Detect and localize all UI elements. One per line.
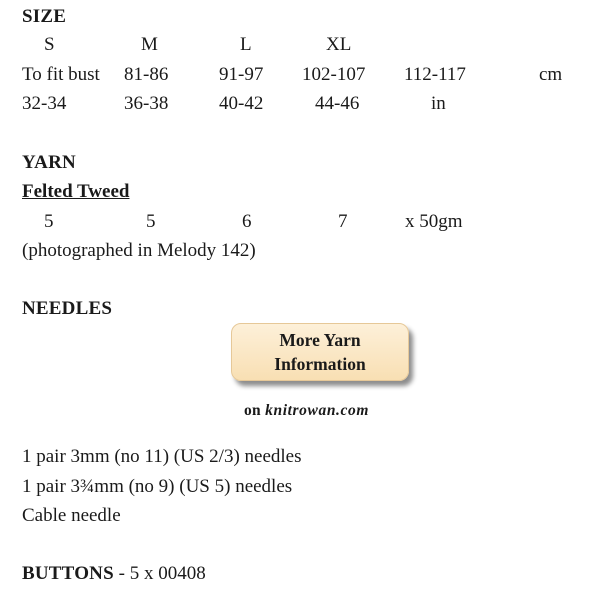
- bust-cm-m: 91-97: [219, 64, 264, 85]
- needle-item-2: 1 pair 3¾mm (no 9) (US 5) needles: [22, 476, 293, 497]
- yarn-qty-m: 5: [146, 211, 156, 232]
- bust-in-l: 40-42: [219, 93, 264, 114]
- yarn-unit: x 50gm: [405, 211, 463, 232]
- needles-heading: NEEDLES: [22, 298, 113, 319]
- yarn-name: Felted Tweed: [22, 181, 130, 202]
- more-yarn-button-line1: More Yarn: [279, 330, 361, 350]
- size-heading: SIZE: [22, 6, 67, 27]
- yarn-heading: YARN: [22, 152, 76, 173]
- more-yarn-button-line2: Information: [274, 354, 366, 374]
- size-label-m: M: [141, 34, 158, 55]
- bust-cm-l: 102-107: [302, 64, 366, 85]
- yarn-qty-xl: 7: [338, 211, 348, 232]
- yarn-note: (photographed in Melody 142): [22, 240, 256, 261]
- bust-in-xl: 44-46: [315, 93, 360, 114]
- site-link[interactable]: knitrowan.com: [265, 402, 370, 419]
- size-label-s: S: [44, 34, 55, 55]
- buttons-detail: - 5 x 00408: [113, 563, 206, 584]
- unit-in: in: [431, 93, 446, 114]
- more-yarn-information-button[interactable]: [231, 323, 409, 381]
- needle-item-1: 1 pair 3mm (no 11) (US 2/3) needles: [22, 446, 302, 467]
- bust-cm-s: 81-86: [124, 64, 169, 85]
- yarn-qty-l: 6: [242, 211, 252, 232]
- bust-in-m: 36-38: [124, 93, 169, 114]
- size-label-xl: XL: [326, 34, 352, 55]
- yarn-qty-s: 5: [44, 211, 54, 232]
- size-label-l: L: [240, 34, 252, 55]
- site-prefix: on: [244, 402, 261, 419]
- bust-in-s: 32-34: [22, 93, 67, 114]
- needle-item-3: Cable needle: [22, 505, 121, 526]
- buttons-heading: BUTTONS: [22, 563, 114, 584]
- bust-cm-xl: 112-117: [404, 64, 466, 85]
- buttons-line: [22, 563, 206, 585]
- site-line: [244, 402, 369, 420]
- bust-label: To fit bust: [22, 64, 100, 85]
- unit-cm: cm: [539, 64, 563, 85]
